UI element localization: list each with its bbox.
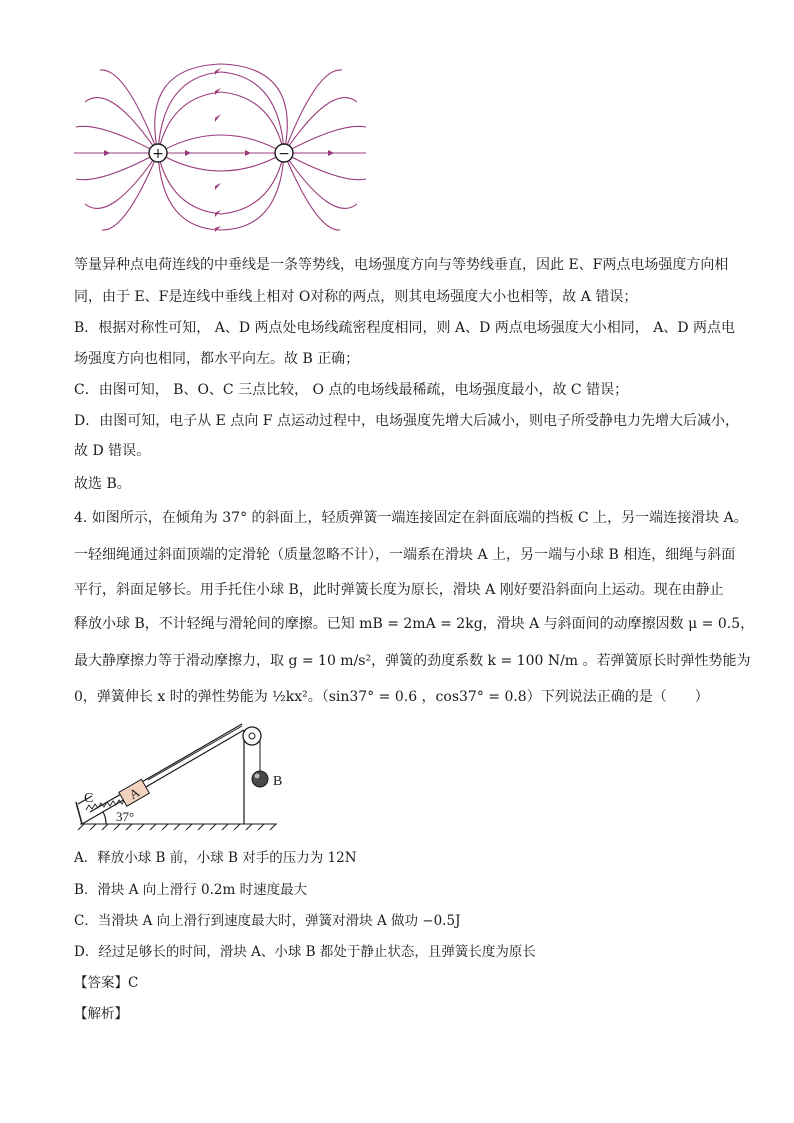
- option-d: D．经过足够长的时间，滑块 A、小球 B 都处于静止状态，且弹簧长度为原长: [74, 944, 536, 960]
- answer-line: 【答案】C: [74, 975, 139, 991]
- question-line: 4. 如图所示，在倾角为 37° 的斜面上，轻质弹簧一端连接固定在斜面底端的挡板 C 上，另一端连接滑块 A。: [74, 510, 748, 526]
- electric-field-figure: [70, 62, 370, 232]
- analysis-line: C．由图可知， B、O、C 三点比较， O 点的电场线最稀疏，电场强度最小，故 C 错误；: [74, 382, 629, 398]
- pulley: [243, 727, 261, 745]
- analysis-line: 故选 B。: [74, 476, 131, 492]
- analysis-line: 场强度方向也相同，都水平向左。故 B 正确；: [74, 351, 360, 367]
- minus-symbol: −: [278, 146, 290, 162]
- analysis-line: B．根据对称性可知， A、D 两点处电场线疏密程度相同，则 A、D 两点电场强度大小相同， A、D 两点电: [74, 320, 735, 336]
- analysis-line: 同，由于 E、F是连线中垂线上相对 O对称的两点，则其电场强度大小也相等，故 A 错误；: [74, 289, 638, 305]
- analysis-line: 等量异种点电荷连线的中垂线是一条等势线，电场强度方向与等势线垂直，因此 E、F两点电场强度方向相: [74, 257, 729, 273]
- question-line: 0，弹簧伸长 x 时的弹性势能为 ½kx²。（sin37° = 0.6 ，cos37° = 0.8）下列说法正确的是（ ）: [74, 689, 709, 705]
- question-line: 最大静摩擦力等于滑动摩擦力，取 g = 10 m/s²，弹簧的劲度系数 k = 100 N/m 。若弹簧原长时弹性势能为: [74, 653, 751, 669]
- question-line: 一轻细绳通过斜面顶端的定滑轮（质量忽略不计），一端系在滑块 A 上，另一端与小球 B 相连，细绳与斜面: [74, 547, 736, 563]
- analysis-line: 故 D 错误。: [74, 443, 151, 459]
- analysis-line: D．由图可知，电子从 E 点向 F 点运动过程中，电场强度先增大后减小，则电子所受静电力先增大后减小，: [74, 413, 739, 429]
- rope: [148, 726, 242, 780]
- negative-charge: [275, 144, 293, 162]
- label-b: B: [273, 774, 283, 789]
- plus-symbol: +: [152, 146, 164, 162]
- analysis-heading: 【解析】: [74, 1006, 128, 1022]
- option-c: C．当滑块 A 向上滑行到速度最大时，弹簧对滑块 A 做功 −0.5J: [74, 913, 461, 929]
- incline-figure: [72, 718, 292, 833]
- angle-label: 37°: [116, 809, 135, 824]
- ball-b: [252, 771, 268, 787]
- label-a: A: [126, 784, 143, 803]
- label-c: C: [84, 791, 94, 806]
- question-line: 平行，斜面足够长。用手托住小球 B，此时弹簧长度为原长，滑块 A 刚好要沿斜面向上运动。现在由静止: [74, 582, 724, 598]
- option-a: A．释放小球 B 前，小球 B 对手的压力为 12N: [74, 850, 357, 866]
- positive-charge: [149, 144, 167, 162]
- question-line: 释放小球 B，不计轻绳与滑轮间的摩擦。已知 mB = 2mA = 2kg，滑块 A 与斜面间的动摩擦因数 μ = 0.5，: [74, 616, 755, 632]
- option-b: B．滑块 A 向上滑行 0.2m 时速度最大: [74, 882, 308, 898]
